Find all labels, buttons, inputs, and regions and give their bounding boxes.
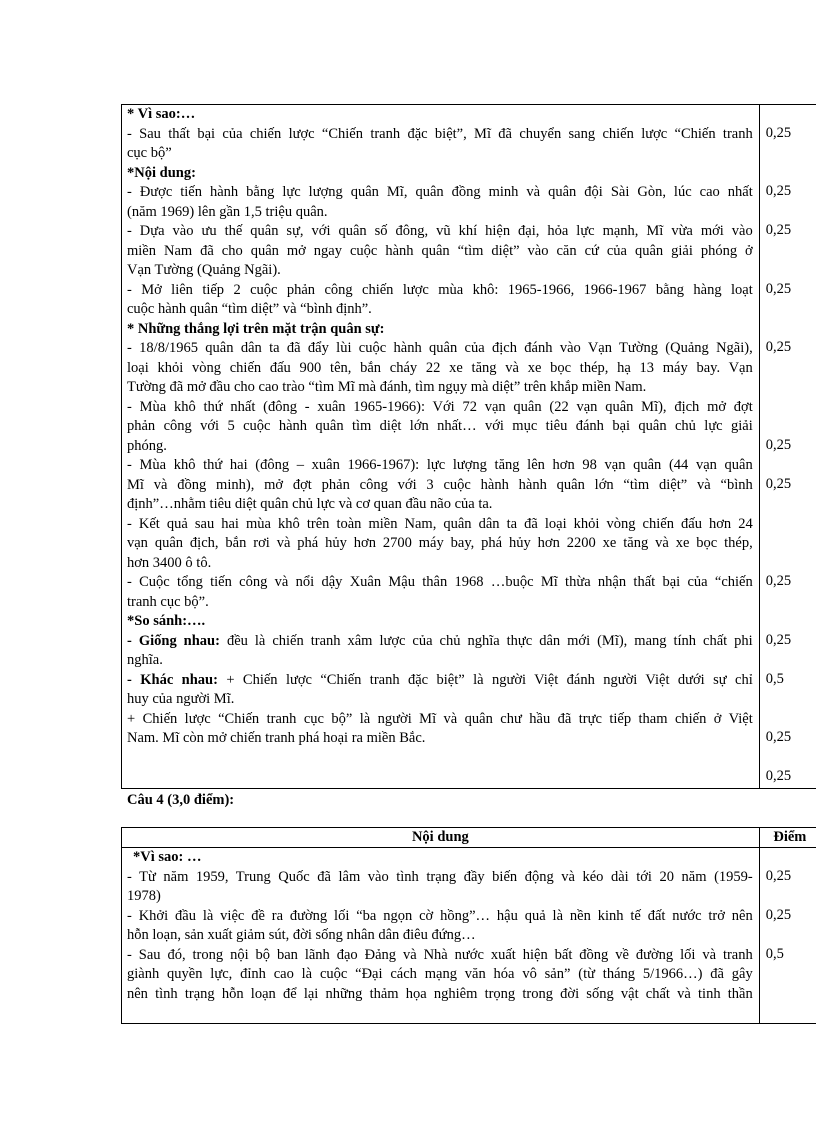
- text-line: - 18/8/1965 quân dân ta đã đẩy lùi cuộc hành quân của địch đánh vào Vạn Tường (Quảng Ngãi),: [127, 340, 753, 356]
- text-line: - Kết quả sau hai mùa khô trên toàn miền Nam, quân dân ta đã loại khỏi vòng chiến đấu hơn 24: [127, 515, 753, 532]
- line-text: + Chiến lược “Chiến tranh đặc biệt” là người Việt đánh người Việt dưới sự chỉ: [217, 671, 753, 688]
- text-line: định”…nhằm tiêu diệt quân chủ lực và cơ quan đầu não của ta.: [127, 496, 493, 512]
- column-header-content: Nội dung: [411, 829, 469, 845]
- score-value: 0,25: [765, 768, 792, 784]
- text-line: Tường đã mở đầu cho cao trào “tìm Mĩ mà đánh, tìm ngụy mà diệt” trên khắp miền Nam.: [127, 379, 647, 395]
- table-header-row: [122, 828, 816, 848]
- header-score: [759, 828, 816, 848]
- text-line: phản công với 5 cuộc hành quân tìm diệt lớn nhất… với mục tiêu đánh bại quân chủ lực giải: [127, 418, 753, 434]
- text-line: - Được tiến hành bằng lực lượng quân Mĩ, quân đồng minh và quân đội Sài Gòn, lúc cao nhất: [127, 184, 753, 200]
- line-text: đều là chiến tranh xâm lược của chủ nghĩa thực dân mới (Mĩ), mang tính chất phi: [219, 632, 753, 649]
- score-value: 0,25: [765, 222, 792, 238]
- text-line: - Mùa khô thứ nhất (đông - xuân 1965-1966): Với 72 vạn quân (22 vạn quân Mĩ), địch mở đợt: [127, 398, 753, 415]
- text-line: vạn quân địch, bắn rơi và phá hủy hơn 2700 máy bay, phá hủy hơn 2200 xe tăng và xe bọc thép,: [127, 535, 753, 551]
- score-value: 0,5: [765, 945, 784, 962]
- score-value: 0,25: [765, 339, 792, 355]
- score-cell: [759, 105, 816, 789]
- table-row: [122, 105, 816, 789]
- score-value: 0,25: [765, 436, 792, 453]
- text-line: + Chiến lược “Chiến tranh cục bộ” là người Mĩ và quân chư hầu đã trực tiếp tham chiến ở Việt: [127, 710, 753, 727]
- text-line: - Mùa khô thứ hai (đông – xuân 1966-1967): lực lượng tăng lên hơn 98 vạn quân (44 vạn quân: [127, 457, 753, 473]
- score-value: 0,25: [765, 573, 792, 589]
- text-line: - Cuộc tổng tiến công và nổi dậy Xuân Mậu thân 1968 …buộc Mĩ thừa nhận thất bại của “chiến: [127, 574, 753, 590]
- text-line: phóng.: [127, 437, 167, 454]
- text-line: giành quyền lực, đỉnh cao là cuộc “Đại cách mạng văn hóa vô sản” (từ tháng 5/1966…) đã gây: [127, 966, 753, 982]
- text-line: * Vì sao:…: [127, 106, 196, 122]
- text-line: miền Nam đã cho quân mở ngay cuộc hành quân “tìm diệt” vào căn cứ của quân giải phóng ở: [127, 242, 753, 259]
- text-line: *So sánh:….: [127, 613, 206, 629]
- text-line: [122, 671, 759, 691]
- text-line: - Sau đó, trong nội bộ ban lãnh đạo Đảng và Nhà nước xuất hiện bất đồng về đường lối và tranh: [127, 946, 753, 963]
- score-value: 0,25: [765, 867, 792, 884]
- score-column: [760, 105, 816, 788]
- score-value: 0,25: [765, 124, 792, 141]
- table-row: [122, 848, 816, 1024]
- question-3-table: [121, 104, 816, 789]
- column-header-score: Điểm: [773, 829, 807, 845]
- text-line: tranh cục bộ”.: [127, 593, 209, 610]
- score-value: 0,25: [765, 280, 792, 297]
- text-line: *Vì sao: …: [133, 849, 202, 865]
- score-column: [760, 848, 816, 1023]
- text-line: Vạn Tường (Quảng Ngãi).: [127, 262, 281, 278]
- text-line: (năm 1969) lên gần 1,5 triệu quân.: [127, 203, 328, 220]
- text-line: - Dựa vào ưu thế quân sự, với quân số đông, vũ khí hiện đại, hỏa lực mạnh, Mĩ vừa mới vào: [127, 223, 753, 239]
- content-lines: [122, 105, 759, 749]
- score-value: 0,25: [765, 906, 792, 923]
- content-lines: [122, 848, 759, 1004]
- text-line: - Khởi đầu là việc đề ra đường lối “ba ngọn cờ hồng”… hậu quả là nền kinh tế đất nước trở nên: [127, 907, 753, 924]
- text-line: - Sau thất bại của chiến lược “Chiến tranh đặc biệt”, Mĩ đã chuyển sang chiến lược “Chiến tranh: [127, 125, 753, 142]
- text-line: Mĩ và đồng minh), mở đợt phản công với 3 cuộc hành hành quân lớn “tìm diệt” và “bình: [127, 476, 753, 493]
- text-line: loại khỏi vòng chiến đấu 900 tên, bắn cháy 22 xe tăng và xe bọc thép, hạ 13 máy bay. Vạn: [127, 359, 753, 376]
- text-line: - Từ năm 1959, Trung Quốc đã lâm vào tình trạng đầy biến động và kéo dài tới 20 năm (1959-: [127, 868, 753, 885]
- text-line: cuộc hành quân “tìm diệt” và “bình định”.: [127, 301, 372, 317]
- score-value: 0,5: [765, 670, 784, 687]
- score-value: 0,25: [765, 729, 792, 745]
- text-line: cục bộ”: [127, 145, 172, 161]
- text-line: nghĩa.: [127, 652, 163, 668]
- text-line: 1978): [127, 888, 161, 904]
- bold-lead: - Giống nhau:: [127, 632, 220, 649]
- score-value: 0,25: [765, 631, 792, 648]
- score-cell: [759, 848, 816, 1024]
- content-cell: [122, 105, 760, 789]
- header-content: [122, 828, 760, 848]
- question-4-table: [121, 827, 816, 1024]
- text-line: * Những thắng lợi trên mặt trận quân sự:: [127, 320, 385, 337]
- score-value: 0,25: [765, 183, 792, 199]
- score-value: 0,25: [765, 475, 792, 492]
- content-cell: [122, 848, 760, 1024]
- text-line: nên tình trạng hỗn loạn để lại những thảm họa nghiêm trọng trong đời sống vật chất và tinh thần: [127, 985, 753, 1002]
- text-line: [122, 632, 759, 652]
- text-line: hỗn loạn, sản xuất giảm sút, đời sống nhân dân điêu đứng…: [127, 927, 476, 943]
- text-line: *Nội dung:: [127, 164, 196, 181]
- text-line: - Mở liên tiếp 2 cuộc phản công chiến lược mùa khô: 1965-1966, 1966-1967 bằng hàng loạt: [127, 281, 753, 298]
- text-line: hơn 3400 ô tô.: [127, 554, 212, 571]
- bold-lead: - Khác nhau:: [127, 671, 218, 688]
- text-line: Nam. Mĩ còn mở chiến tranh phá hoại ra miền Bắc.: [127, 730, 426, 746]
- question-4-caption: Câu 4 (3,0 điểm):: [127, 792, 235, 808]
- text-line: huy của người Mĩ.: [127, 691, 235, 707]
